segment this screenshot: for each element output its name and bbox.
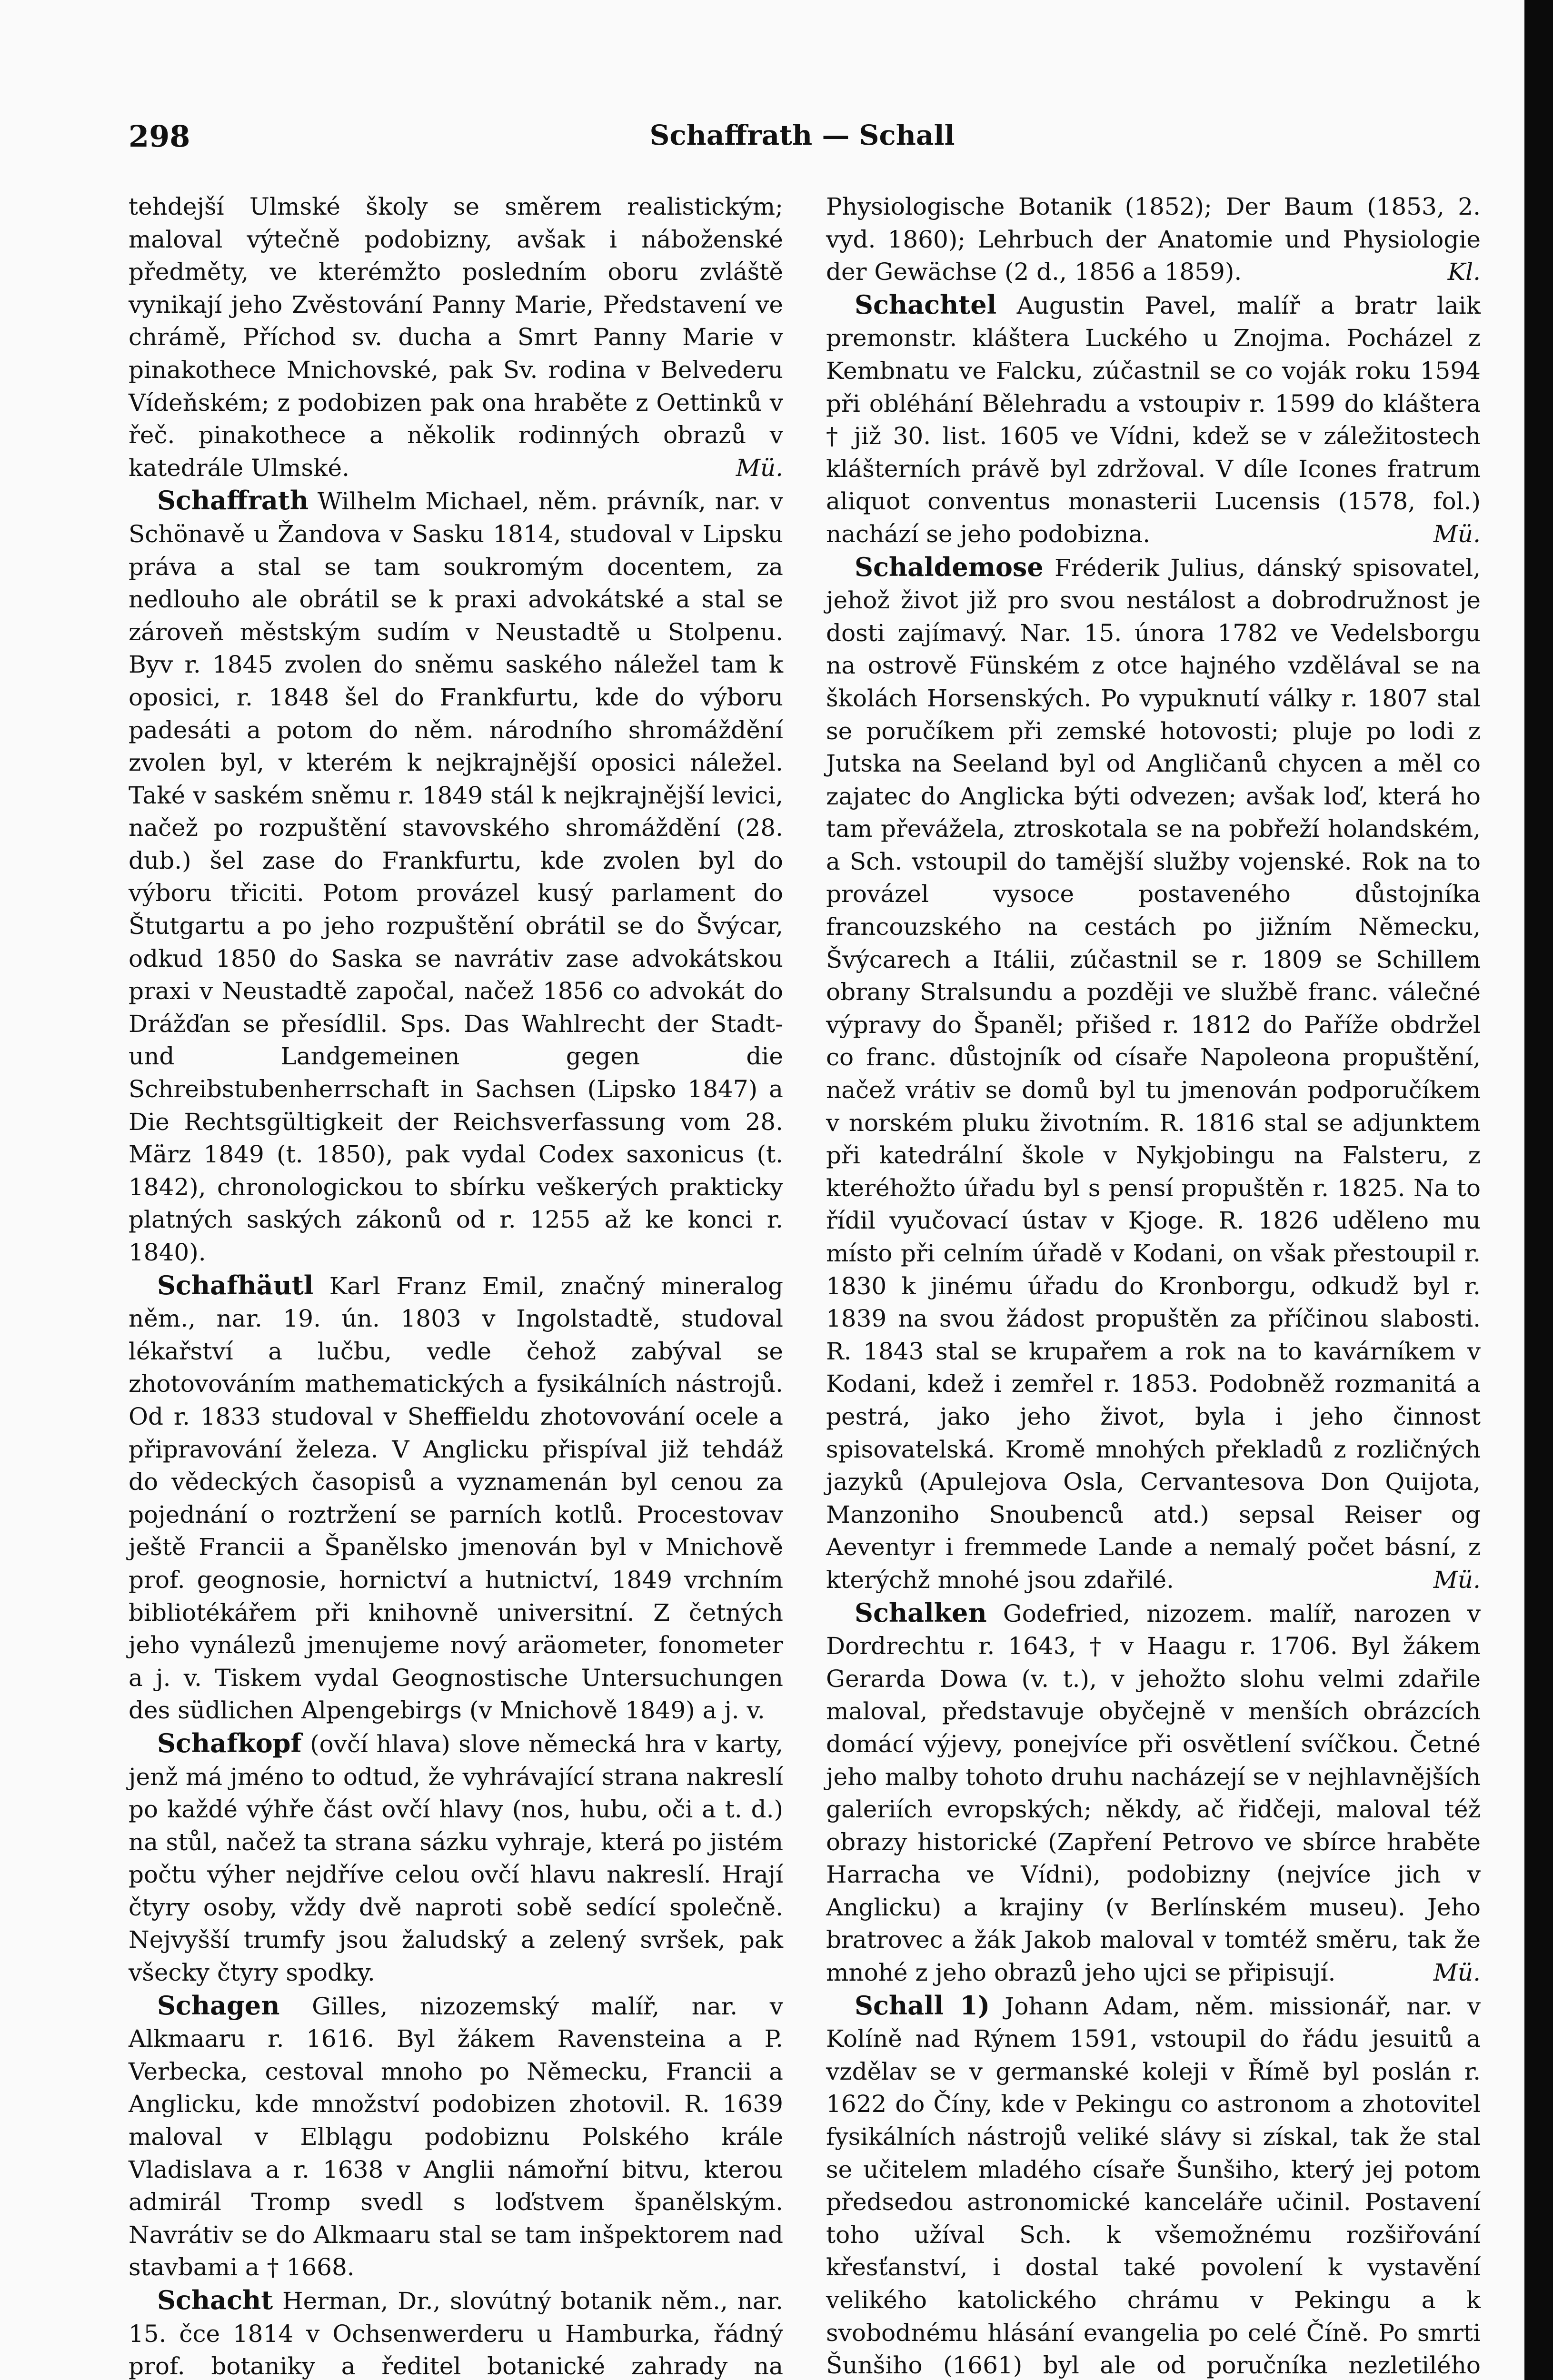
entry-headword: Schaldemose bbox=[855, 551, 1044, 582]
running-title: Schaffrath — Schall bbox=[649, 119, 955, 151]
entry-text: Wilhelm Michael, něm. právník, nar. v Schönavě u Žandova v Sasku 1814, studoval v Lipsku práva a stal se tam soukromým docentem, za nedlouho ale obrátil se k praxi advokátské a stal se zároveň městským sudím v Neustadtě u Stolpenu. Byv r. 1845 zvolen do sněmu saského náležel tam k oposici, r. 1848 šel do Frankfurtu, kde do výboru padesáti a potom do něm. národního shromáždění zvolen byl, v kterém k nejkrajnější oposici náležel. Také v saském sněmu r. 1849 stál k nejkrajnější levici, načež po rozpuštění stavovského shromáždění (28. dub.) šel zase do Frankfurtu, kde zvolen byl do výboru třiciti. Potom provázel kusý parlament do Štutgartu a po jeho rozpuštění obrátil se do Švýcar, odkud 1850 do Saska se navrátiv zase advokátskou praxi v Neustadtě započal, načež 1856 co advokát do Drážďan se přesídlil. Sps. Das Wahlrecht der Stadt- und Landgemeinen gegen die Schreibstubenherrschaft in Sachsen (Lipsko 1847) a Die Rechtsgültigkeit der Reichsverfassung vom 28. März 1849 (t. 1850), pak vydal Codex saxonicus (t. 1842), chronologickou to sbírku veškerých prakticky platných saských zákonů od r. 1255 až ke konci r. 1840). bbox=[129, 487, 783, 1266]
entry-text: Johann Adam, něm. missionář, nar. v Kolíně nad Rýnem 1591, vstoupil do řádu jesuitů a vzdělav se v germanské koleji v Římě byl poslán r. 1622 do Číny, kde v Pekingu co astronom a zhotovitel fysikálních nástrojů veliké slávy si získal, tak že stal se učitelem mladého císaře Šunšiho, který jej potom předsedou astronomické kanceláře učinil. Postavení toho užíval Sch. k všemožnému rozšiřování křesťanství, i dostal také povolení k vystavění velikého katolického chrámu v Pekingu a k svobodnému hlásání evangelia po celé Číně. Po smrti Šunšiho (1661) byl ale od poručníka nezletilého bbox=[826, 1992, 1481, 2380]
dictionary-entry bbox=[129, 484, 783, 1269]
entry-headword: Schaffrath bbox=[157, 485, 309, 516]
dictionary-entry bbox=[826, 551, 1481, 1597]
page-header bbox=[119, 119, 1485, 162]
dictionary-entry bbox=[129, 2284, 783, 2380]
page-edge-shadow bbox=[1524, 0, 1553, 2380]
entry-headword: Schafkopf bbox=[157, 1727, 302, 1758]
entry-signature: Mü. bbox=[1433, 520, 1481, 548]
entry-headword: Schachtel bbox=[855, 289, 997, 320]
entry-text: Godefried, nizozem. malíř, narozen v Dordrechtu r. 1643, † v Haagu r. 1706. Byl žákem Gerarda Dowa (v. t.), v jehožto slohu velmi zdařile maloval, představuje obyčejně v menších obrázcích domácí výjevy, ponejvíce při osvětlení svíčkou. Četné jeho malby tohoto druhu nacházejí se v nejhlavnějších galeriích evropských; někdy, ač řidčeji, maloval též obrazy historické (Zapření Petrovo ve sbírce hraběte Harracha ve Vídni), podobizny (nejvíce jich v Anglicku) a krajiny (v Berlínském museu). Jeho bratrovec a žák Jakob maloval v tomtéž směru, tak že mnohé z jeho obrazů jeho ujci se připisují. bbox=[826, 1599, 1481, 1987]
dictionary-entry bbox=[129, 1989, 783, 2284]
entry-signature: Mü. bbox=[736, 454, 783, 482]
dictionary-entry bbox=[129, 190, 783, 484]
entry-text: Herman, Dr., slovútný botanik něm., nar. 15. čce 1814 v Ochsenwerderu u Hamburka, řádný prof. botaniky a ředitel botanické zahrady na bbox=[129, 2287, 783, 2380]
entry-text: Karl Franz Emil, značný mineralog něm., nar. 19. ún. 1803 v Ingolstadtě, studoval lékařství a lučbu, vedle čehož zabýval se zhotovováním mathematických a fysikálních nástrojů. Od r. 1833 studoval v Sheffieldu zhotovování ocele a připravování železa. V Anglicku přispíval již tehdáž do vědeckých časopisů a vyznamenán byl cenou za pojednání o roztržení se parních kotlů. Procestovav ještě Francii a Španělsko jmenován byl v Mnichově prof. geognosie, hornictví a hutnictví, 1849 vrchním bibliotékářem při knihovně universitní. Z četných jeho vynálezů jmenujeme nový aräometer, fonometer a j. v. Tiskem vydal Geognostische Untersuchungen des südlichen Alpengebirgs (v Mnichově 1849) a j. v. bbox=[129, 1272, 783, 1725]
entry-text: Fréderik Julius, dánský spisovatel, jehož život již pro svou nestálost a dobrodružnost je dosti zajímavý. Nar. 15. února 1782 ve Vedelsborgu na ostrově Fünském z otce hajného vzdělával se na školách Horsenských. Po vypuknutí války r. 1807 stal se poručíkem při zemské hotovosti; pluje po lodi z Jutska na Seeland byl od Angličanů chycen a měl co zajatec do Anglicka býti odvezen; avšak loď, která ho tam převážela, ztroskotala se na pobřeží holandském, a Sch. vstoupil do tamější služby vojenské. Rok na to provázel vysoce postaveného důstojníka francouzského na cestách po jižním Německu, Švýcarech a Itálii, zúčastnil se r. 1809 se Schillem obrany Stralsundu a později ve službě franc. válečné výpravy do Španěl; přišed r. 1812 do Paříže obdržel co franc. důstojník od císaře Napoleona propuštění, načež vrátiv se domů byl tu jmenován podporučíkem v norském pluku životním. R. 1816 stal se adjunktem při katedrální škole v Nykjobingu na Falsteru, z kteréhožto úřadu byl s pensí propuštěn r. 1825. Na to řídil vyučovací ústav v Kjoge. R. 1826 uděleno mu místo při celním úřadě v Kodani, on však přestoupil r. 1830 k jinému úřadu do Kronborgu, odkudž byl r. 1839 na svou žádost propuštěn za příčinou slabosti. R. 1843 stal se krupařem a rok na to kavárníkem v Kodani, kdež i zemřel r. 1853. Podobněž rozmanitá a pestrá, jako jeho život, byla i jeho činnost spisovatelská. Kromě mnohých překladů z rozličných jazyků (Apulejova Osla, Cervantesova Don Quijota, Manzoniho Snoubenců atd.) sepsal Reiser og Aeventyr i fremmede Lande a nemalý počet básní, z kterýchž mnohé jsou zdařilé. bbox=[826, 554, 1481, 1594]
dictionary-entry bbox=[129, 1269, 783, 1727]
entry-signature: Mü. bbox=[1433, 1566, 1481, 1594]
entry-text: Augustin Pavel, malíř a bratr laik premonstr. kláštera Luckého u Znojma. Pocházel z Kembnatu ve Falcku, zúčastnil se co voják roku 1594 při obléhání Bělehradu a vstoupiv r. 1599 do kláštera † již 30. list. 1605 ve Vídni, kdež se v záležitostech klášterních právě byl zdržoval. V díle Icones fratrum aliquot conventus monasterii Lucensis (1578, fol.) nachází se jeho podobizna. bbox=[826, 291, 1481, 548]
entry-text: Gilles, nizozemský malíř, nar. v Alkmaaru r. 1616. Byl žákem Ravensteina a P. Verbecka, cestoval mnoho po Německu, Francii a Anglicku, kde množství podobizen zhotovil. R. 1639 maloval v Elblągu podobiznu Polského krále Vladislava a r. 1638 v Anglii námořní bitvu, kterou admirál Tromp svedl s loďstvem španělským. Navrátiv se do Alkmaaru stal se tam inšpektorem nad stavbami a † 1668. bbox=[129, 1992, 783, 2281]
entry-headword: Schall 1) bbox=[855, 1990, 990, 2021]
right-column bbox=[826, 190, 1481, 2380]
dictionary-entry bbox=[129, 1727, 783, 1989]
entry-signature: Kl. bbox=[1447, 258, 1481, 286]
page-number: 298 bbox=[129, 119, 190, 154]
dictionary-entry bbox=[826, 1989, 1481, 2380]
dictionary-entry bbox=[826, 288, 1481, 551]
dictionary-entry bbox=[826, 190, 1481, 288]
entry-text: tehdejší Ulmské školy se směrem realistickým; maloval výtečně podobizny, avšak i náboženské předměty, ve kterémžto posledním oboru zvláště vynikají jeho Zvěstování Panny Marie, Představení ve chrámě, Příchod sv. ducha a Smrt Panny Marie v pinakothece Mnichovské, pak Sv. rodina v Belvederu Vídeňském; z podobizen pak ona hraběte z Oettinků v řeč. pinakothece a několik rodinných obrazů v katedrále Ulmské. bbox=[129, 193, 783, 482]
dictionary-entry bbox=[826, 1597, 1481, 1989]
entry-headword: Schacht bbox=[157, 2285, 273, 2315]
entry-signature: Mü. bbox=[1433, 1959, 1481, 1987]
entry-headword: Schalken bbox=[855, 1597, 987, 1628]
entry-text: (ovčí hlava) slove německá hra v karty, jenž má jméno to odtud, že vyhrávající strana nakreslí po každé výhře část ovčí hlavy (nos, hubu, oči a t. d.) na stůl, načež ta strana sázku vyhraje, která po jistém počtu výher nejdříve celou ovčí hlavu nakreslí. Hrají čtyry osoby, vždy dvě naproti sobě sedící společně. Nejvyšší trumfy jsou žaludský a zelený svršek, pak všecky čtyry spodky. bbox=[129, 1730, 783, 1987]
entry-text: Physiologische Botanik (1852); Der Baum (1853, 2. vyd. 1860); Lehrbuch der Anatomie und Physiologie der Gewächse (2 d., 1856 a 1859). bbox=[826, 193, 1481, 286]
left-column bbox=[129, 190, 783, 2380]
entry-headword: Schagen bbox=[157, 1990, 280, 2021]
entry-headword: Schafhäutl bbox=[157, 1269, 314, 1300]
